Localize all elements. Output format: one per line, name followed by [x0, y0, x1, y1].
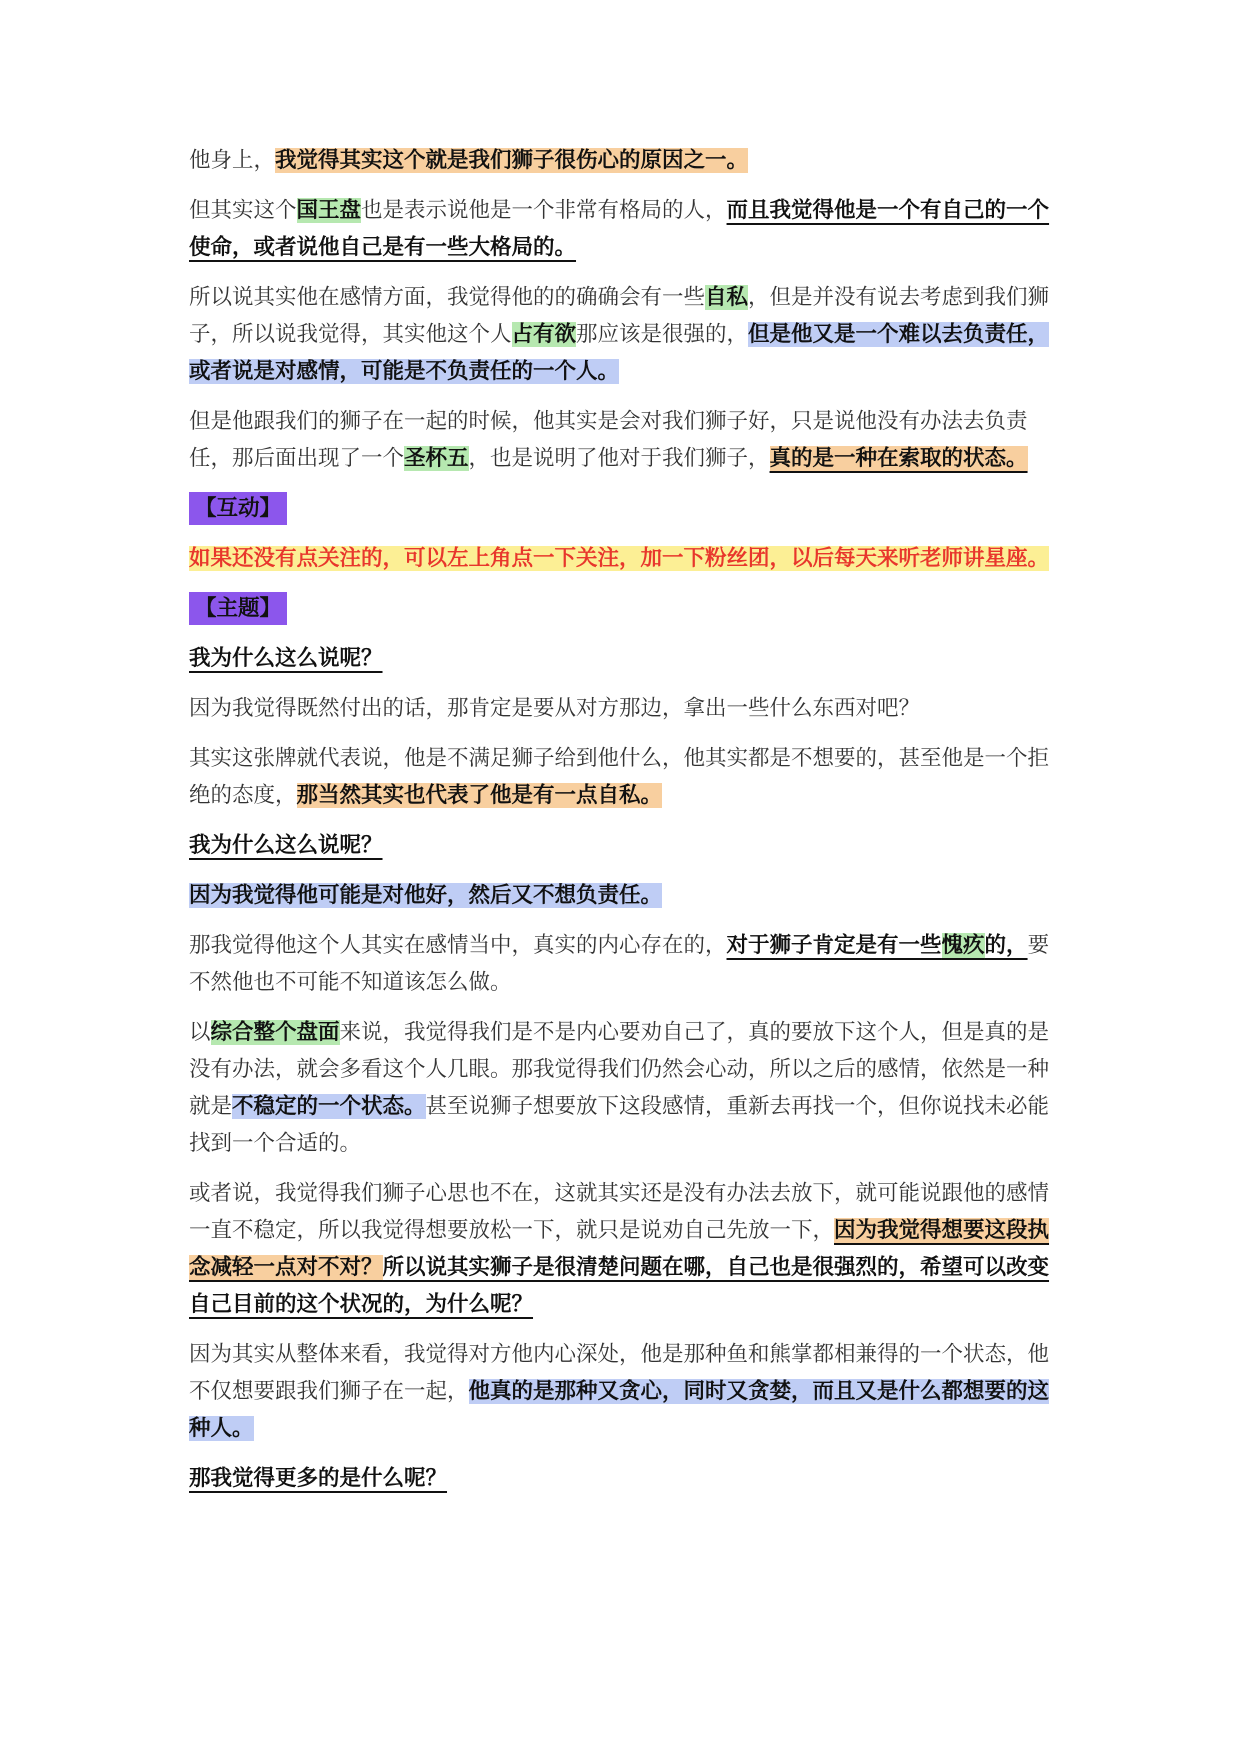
- paragraph: [189, 877, 1069, 914]
- text-run: 或者说，我觉得我们狮子心思也不在，这就其实还是没有办法去放下，就可能说跟他的感情一直不稳定，所以我觉得想要放松一下，就只是说劝自己先放一下，: [189, 1181, 1050, 1243]
- highlighted-text: 我觉得其实这个就是我们狮子很伤心的原因之一。: [275, 148, 749, 173]
- paragraph: [189, 1175, 1069, 1323]
- paragraph: [189, 490, 1069, 527]
- paragraph: [189, 1336, 1069, 1447]
- keyword-highlight: 综合整个盘面: [210, 1020, 340, 1045]
- document-body: [189, 142, 1069, 1510]
- underlined-text: 所以说其实狮子是很清楚问题在哪，自己也是很强烈的，希望可以改变自己目前的这个状况的，为什么呢？: [189, 1255, 1050, 1317]
- paragraph: [189, 279, 1069, 390]
- paragraph: [189, 142, 1069, 179]
- highlighted-text: 因为我觉得他可能是对他好，然后又不想负责任。: [189, 883, 663, 908]
- highlighted-text: 但是他又是一个难以去负责任，或者说是对感情，可能是不负责任的一个人。: [189, 322, 1050, 384]
- highlighted-text: 真的是一种在索取的状态。: [769, 446, 1028, 471]
- highlighted-text: 因为我觉得想要这段执念减轻一点对不对？: [189, 1218, 1050, 1280]
- text-run: 要不然他也不可能不知道该怎么做。: [189, 933, 1050, 995]
- paragraph: [189, 192, 1069, 266]
- text-run: 但其实这个: [189, 198, 297, 223]
- section-tag-topic: 【主题】: [189, 592, 287, 625]
- underlined-text: 对于狮子肯定是有一些: [726, 933, 942, 958]
- paragraph: [189, 827, 1069, 864]
- text-run: 因为其实从整体来看，我觉得对方他内心深处，他是那种鱼和熊掌都相兼得的一个状态，他不仅想要跟我们狮子在一起，: [189, 1342, 1050, 1404]
- question-heading: 我为什么这么说呢？: [189, 646, 383, 671]
- text-run: 所以说其实他在感情方面，我觉得他的的确确会有一些: [189, 285, 706, 310]
- underlined-text: 而且我觉得他是一个有自己的一个使命，或者说他自己是有一些大格局的。: [189, 198, 1050, 260]
- text-run: 他身上，: [189, 148, 276, 173]
- text-run: ，也是说明了他对于我们狮子，: [468, 446, 770, 471]
- text-run: 以: [189, 1020, 211, 1045]
- underlined-text: 的，: [984, 933, 1028, 958]
- highlighted-text: 不稳定的一个状态。: [232, 1094, 426, 1119]
- keyword-highlight: 愧疚: [941, 933, 985, 958]
- paragraph: [189, 1460, 1069, 1497]
- text-run: 那我觉得他这个人其实在感情当中，真实的内心存在的，: [189, 933, 727, 958]
- paragraph: [189, 590, 1069, 627]
- paragraph: [189, 927, 1069, 1001]
- question-heading: 那我觉得更多的是什么呢？: [189, 1466, 448, 1491]
- call-to-action-text: 如果还没有点关注的，可以左上角点一下关注，加一下粉丝团，以后每天来听老师讲星座。: [189, 546, 1050, 571]
- text-run: ，但是并没有说去考虑到我们狮子，所以说我觉得，其实他这个人: [189, 285, 1050, 347]
- paragraph: [189, 540, 1069, 577]
- text-run: 但是他跟我们的狮子在一起的时候，他其实是会对我们狮子好，只是说他没有办法去负责任，那后面出现了一个: [189, 409, 1028, 471]
- keyword-highlight: 自私: [705, 285, 749, 310]
- paragraph: [189, 403, 1069, 477]
- text-run: 因为我觉得既然付出的话，那肯定是要从对方那边，拿出一些什么东西对吧？: [189, 696, 921, 721]
- section-tag-interaction: 【互动】: [189, 492, 287, 525]
- keyword-highlight: 国王盘: [296, 198, 362, 223]
- paragraph: [189, 740, 1069, 814]
- text-run: 那应该是很强的，: [576, 322, 749, 347]
- text-run: 甚至说狮子想要放下这段感情，重新去再找一个，但你说找未必能找到一个合适的。: [189, 1094, 1050, 1156]
- highlighted-text: 那当然其实也代表了他是有一点自私。: [296, 783, 663, 808]
- question-heading: 我为什么这么说呢？: [189, 833, 383, 858]
- text-run: 也是表示说他是一个非常有格局的人，: [361, 198, 727, 223]
- paragraph: [189, 1014, 1069, 1162]
- highlighted-text: 他真的是那种又贪心，同时又贪婪，而且又是什么都想要的这种人。: [189, 1379, 1050, 1441]
- paragraph: [189, 640, 1069, 677]
- keyword-highlight: 占有欲: [511, 322, 577, 347]
- keyword-highlight: 圣杯五: [404, 446, 469, 471]
- text-run: 来说，我觉得我们是不是内心要劝自己了，真的要放下这个人，但是真的是没有办法，就会多看这个人几眼。那我觉得我们仍然会心动，所以之后的感情，依然是一种就是: [189, 1020, 1050, 1119]
- text-run: 其实这张牌就代表说，他是不满足狮子给到他什么，他其实都是不想要的，甚至他是一个拒绝的态度，: [189, 746, 1050, 808]
- paragraph: [189, 690, 1069, 727]
